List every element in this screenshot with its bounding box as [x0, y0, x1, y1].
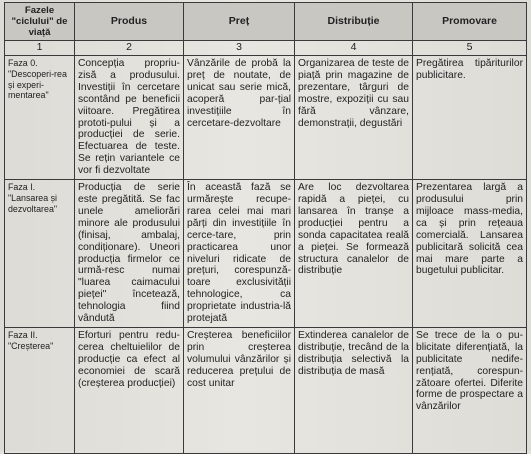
table-row-faza-2	[5, 327, 527, 453]
phase-cell: Faza I. "Lansarea și dezvoltarea"	[5, 180, 75, 328]
column-number: 1	[5, 41, 75, 56]
column-number: 2	[75, 41, 184, 56]
header-phases: Fazele "ciclului" de viață	[5, 3, 75, 41]
pret-cell: Creșterea beneficiilor prin creșterea volumului vânzărilor și reducerea prețului de cost unitar	[184, 327, 295, 453]
column-number: 4	[295, 41, 413, 56]
header-promovare: Promovare	[413, 3, 527, 41]
promovare-cell: Pregătirea tipăriturilor publicitare.	[413, 56, 527, 180]
distributie-cell: Are loc dezvoltarea rapidă a pieței, cu lansarea în tranșe a producției pentru a sonda capacitatea reală a pieței. Se formează structura canalelor de distribuție	[295, 180, 413, 328]
table-row-faza-0	[5, 56, 527, 180]
phase-cell: Faza II. "Creșterea"	[5, 327, 75, 453]
pret-cell: Vânzările de probă la preț de noutate, de unicat sau serie mică, acoperă par-țial investițiile în cercetare-dezvoltare	[184, 56, 295, 180]
header-distributie: Distribuție	[295, 3, 413, 41]
pret-cell: În această fază se urmărește recupe-rarea celei mai mari părți din investițiile în cerce-tare, prin practicarea unor niveluri ridicate de prețuri, corespunză-toare exclusivității tehnologice, ca proprietate industria-lă protejată	[184, 180, 295, 328]
header-pret: Preț	[184, 3, 295, 41]
produs-cell: Producția de serie este pregătită. Se fac unele ameliorări minore ale produsului (finisaj, ambalaj, condiționare). Uneori producția firmelor ce urmă-resc numai "luarea caimacului pieței" încetează, tehnologia fiind vândută	[75, 180, 184, 328]
column-number-row	[5, 41, 527, 56]
marketing-mix-table	[4, 2, 527, 454]
promovare-cell: Prezentarea largă a produsului prin mijloace mass-media, ca și prin rețeaua comercială. Lansarea publicitară solicită cea mai mare parte a bugetului publicitar.	[413, 180, 527, 328]
table-row-faza-1	[5, 180, 527, 328]
header-row	[5, 3, 527, 41]
distributie-cell: Organizarea de teste de piață prin magazine de prezentare, târguri de mostre, expoziții cu sau fără vânzare, demonstrații, degustări	[295, 56, 413, 180]
column-number: 3	[184, 41, 295, 56]
produs-cell: Eforturi pentru redu-cerea cheltuielilor de producție ca efect al economiei de scară (creșterea producției)	[75, 327, 184, 453]
column-number: 5	[413, 41, 527, 56]
phase-cell: Faza 0. "Descoperi-rea și experi-mentarea"	[5, 56, 75, 180]
header-produs: Produs	[75, 3, 184, 41]
distributie-cell: Extinderea canalelor de distribuție, trecând de la distribuția selectivă la distribuția de masă	[295, 327, 413, 453]
produs-cell: Concepția propriu-zisă a produsului. Investiții în cercetare scontând pe beneficii viitoare. Pregătirea prototi-pului și a producției de serie. Efectuarea de teste. Se rețin variantele ce vor fi dezvoltate	[75, 56, 184, 180]
promovare-cell: Se trece de la o pu-blicitate diferențiată, la publicitate nedife-rențiată, corespun-zătoare ofertei. Diferite forme de prospectare a vânzărilor	[413, 327, 527, 453]
